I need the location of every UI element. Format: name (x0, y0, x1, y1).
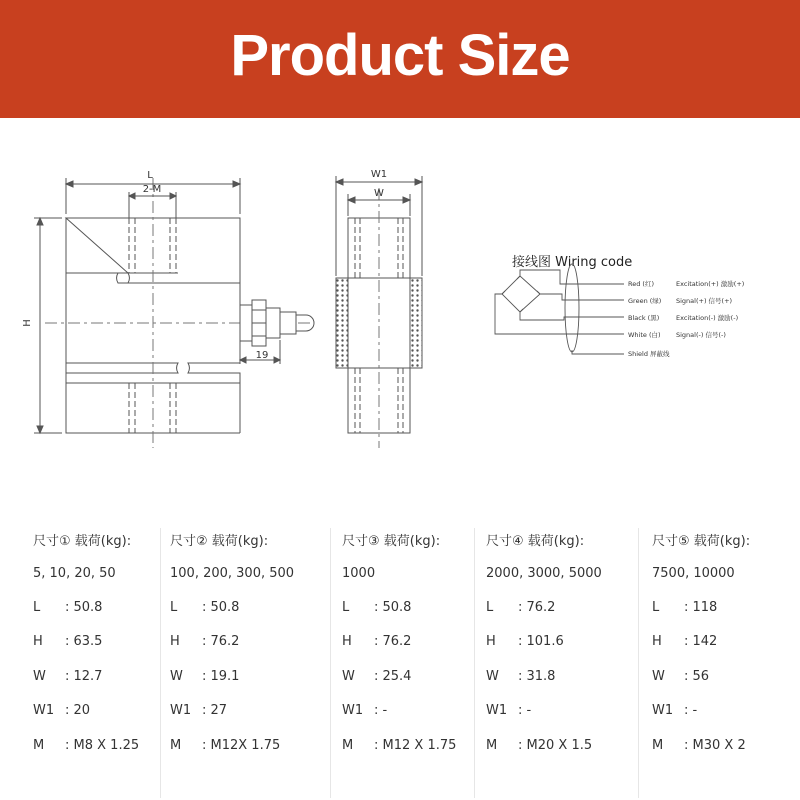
spec-value: : 76.2 (202, 634, 240, 649)
spec-key: M (170, 738, 182, 753)
spec-value: : 118 (684, 600, 718, 615)
spec-key: W (486, 669, 499, 684)
dim-label-l: L (147, 170, 153, 181)
spec-value: : 50.8 (202, 600, 240, 615)
spec-row-w1 (486, 703, 531, 718)
spec-value: : M30 X 2 (684, 738, 746, 753)
spec-key: W (170, 669, 183, 684)
spec-row-l (652, 600, 717, 615)
spec-key: H (486, 634, 496, 649)
spec-row-w1 (33, 703, 90, 718)
bridge-symbol (502, 276, 540, 312)
spec-row-m (652, 738, 746, 753)
spec-value: : - (374, 703, 388, 718)
spec-key: L (342, 600, 350, 615)
spec-value: : 19.1 (202, 669, 240, 684)
spec-value: : 56 (684, 669, 710, 684)
spec-key: M (486, 738, 498, 753)
wire-function-black: Excitation(-) 激励(-) (676, 314, 739, 322)
spec-value: : 31.8 (518, 669, 556, 684)
spec-key: W1 (652, 703, 674, 718)
wire-color-white: White (白) (628, 331, 661, 339)
spec-header: 尺寸⑤ 载荷(kg): (652, 534, 751, 549)
dim-label-w: W (374, 188, 384, 199)
spec-key: W1 (170, 703, 192, 718)
wire-shield: Shield 屏蔽线 (628, 350, 670, 358)
spec-value: : - (684, 703, 698, 718)
cable-sheath (565, 264, 579, 352)
spec-value: : M12X 1.75 (202, 738, 281, 753)
spec-key: H (170, 634, 180, 649)
dim-label-w1: W1 (370, 169, 388, 180)
spec-key: H (652, 634, 662, 649)
wire-function-green: Signal(+) 信号(+) (676, 297, 733, 305)
spec-value: : 12.7 (65, 669, 103, 684)
spec-value: : 50.8 (65, 600, 103, 615)
spec-row-w (486, 669, 555, 684)
spec-row-w (170, 669, 239, 684)
spec-row-h (342, 634, 411, 649)
spec-row-w1 (342, 703, 387, 718)
spec-key: W (342, 669, 355, 684)
wire-color-green: Green (绿) (628, 297, 662, 305)
spec-value: : M12 X 1.75 (374, 738, 457, 753)
spec-value: : 50.8 (374, 600, 412, 615)
page-title: Product Size (230, 23, 570, 88)
spec-row-l (486, 600, 555, 615)
spec-row-w (652, 669, 709, 684)
spec-value: : 25.4 (374, 669, 412, 684)
spec-key: L (652, 600, 660, 615)
spec-value: : 142 (684, 634, 718, 649)
technical-drawing (0, 118, 800, 518)
spec-key: M (342, 738, 354, 753)
column-divider (474, 528, 475, 798)
spec-header: 尺寸① 载荷(kg): (33, 534, 132, 549)
spec-row-w1 (652, 703, 697, 718)
spec-key: W1 (342, 703, 364, 718)
spec-row-h (652, 634, 717, 649)
spec-row-h (33, 634, 102, 649)
spec-key: L (33, 600, 41, 615)
spec-value: : 76.2 (518, 600, 556, 615)
spec-value: : 27 (202, 703, 228, 718)
spec-value: : 101.6 (518, 634, 564, 649)
wire-color-red: Red (红) (628, 280, 654, 288)
spec-key: W1 (33, 703, 55, 718)
wire-color-black: Black (黑) (628, 314, 660, 322)
spec-header: 尺寸④ 载荷(kg): (486, 534, 585, 549)
dim-label-2m: 2-M (142, 184, 162, 195)
spec-loads: 100, 200, 300, 500 (170, 566, 295, 581)
spec-value: : 20 (65, 703, 91, 718)
spec-key: W (652, 669, 665, 684)
spec-value: : M20 X 1.5 (518, 738, 593, 753)
spec-key: H (342, 634, 352, 649)
spec-row-h (170, 634, 239, 649)
spec-loads: 7500, 10000 (652, 566, 735, 581)
spec-row-m (170, 738, 280, 753)
spec-loads: 2000, 3000, 5000 (486, 566, 602, 581)
spec-row-w1 (170, 703, 227, 718)
cable-gland (240, 305, 252, 341)
spec-key: M (652, 738, 664, 753)
spec-header: 尺寸② 载荷(kg): (170, 534, 269, 549)
spec-key: L (170, 600, 178, 615)
side-view (336, 176, 422, 448)
wiring-title: 接线图 Wiring code (512, 255, 633, 270)
spec-row-h (486, 634, 564, 649)
spec-row-l (170, 600, 239, 615)
spec-row-l (33, 600, 102, 615)
column-divider (160, 528, 161, 798)
spec-loads: 1000 (342, 566, 376, 581)
spec-key: W1 (486, 703, 508, 718)
spec-value: : M8 X 1.25 (65, 738, 140, 753)
spec-table (0, 518, 800, 800)
spec-key: H (33, 634, 43, 649)
spec-key: L (486, 600, 494, 615)
wire-function-red: Excitation(+) 激励(+) (676, 280, 745, 288)
spec-row-w (342, 669, 411, 684)
spec-key: W (33, 669, 46, 684)
spec-row-w (33, 669, 102, 684)
knurled-band-right (410, 278, 422, 368)
wiring-labels (628, 279, 744, 358)
spec-value: : 63.5 (65, 634, 103, 649)
spec-loads: 5, 10, 20, 50 (33, 566, 116, 581)
spec-row-l (342, 600, 411, 615)
title-banner (0, 0, 800, 118)
knurled-band-left (336, 278, 348, 368)
spec-value: : - (518, 703, 532, 718)
dim-label-19: 19 (255, 350, 269, 361)
wiring-diagram (495, 264, 624, 354)
column-divider (638, 528, 639, 798)
column-divider (330, 528, 331, 798)
spec-row-m (486, 738, 592, 753)
dim-label-h: H (22, 319, 33, 327)
front-view (34, 178, 314, 448)
spec-key: M (33, 738, 45, 753)
spec-value: : 76.2 (374, 634, 412, 649)
spec-row-m (342, 738, 456, 753)
wire-function-white: Signal(-) 信号(-) (676, 331, 726, 339)
spec-header: 尺寸③ 载荷(kg): (342, 534, 441, 549)
spec-row-m (33, 738, 139, 753)
